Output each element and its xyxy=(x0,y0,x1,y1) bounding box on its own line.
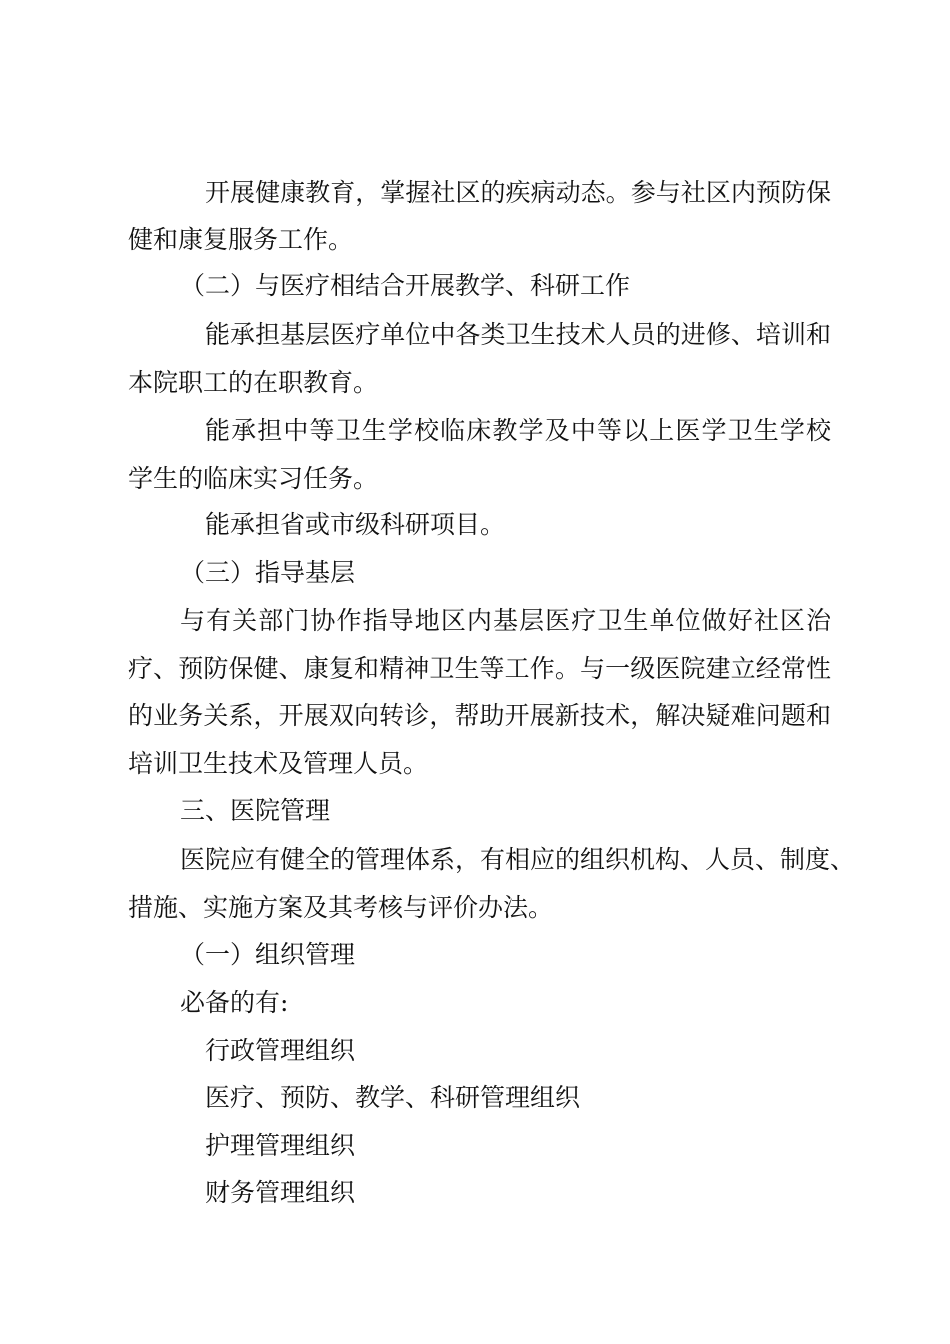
paragraph-line: 必备的有: xyxy=(180,988,289,1017)
paragraph-line: 健和康复服务工作。 xyxy=(128,225,354,254)
section-heading: 三、医院管理 xyxy=(180,796,331,825)
paragraph-line: 医院应有健全的管理体系，有相应的组织机构、人员、制度、 xyxy=(180,845,856,874)
paragraph-line: 与有关部门协作指导地区内基层医疗卫生单位做好社区治 xyxy=(180,606,831,635)
paragraph-line: 的业务关系，开展双向转诊，帮助开展新技术，解决疑难问题和 xyxy=(128,701,831,730)
paragraph-line: 能承担省或市级科研项目。 xyxy=(205,510,506,539)
section-heading: （三）指导基层 xyxy=(180,558,356,587)
paragraph-line: 疗、预防保健、康复和精神卫生等工作。与一级医院建立经常性 xyxy=(128,654,831,683)
paragraph-line: 能承担中等卫生学校临床教学及中等以上医学卫生学校 xyxy=(205,416,831,445)
list-item: 行政管理组织 xyxy=(205,1036,356,1065)
list-item: 护理管理组织 xyxy=(205,1131,356,1160)
paragraph-line: 能承担基层医疗单位中各类卫生技术人员的进修、培训和 xyxy=(205,320,831,349)
section-heading: （二）与医疗相结合开展教学、科研工作 xyxy=(180,271,631,300)
paragraph-line: 本院职工的在职教育。 xyxy=(128,368,379,397)
section-heading: （一）组织管理 xyxy=(180,940,356,969)
paragraph-line: 培训卫生技术及管理人员。 xyxy=(128,749,429,778)
paragraph-line: 开展健康教育，掌握社区的疾病动态。参与社区内预防保 xyxy=(205,178,831,207)
paragraph-line: 措施、实施方案及其考核与评价办法。 xyxy=(128,893,554,922)
list-item: 财务管理组织 xyxy=(205,1178,356,1207)
list-item: 医疗、预防、教学、科研管理组织 xyxy=(205,1083,581,1112)
paragraph-line: 学生的临床实习任务。 xyxy=(128,464,379,493)
